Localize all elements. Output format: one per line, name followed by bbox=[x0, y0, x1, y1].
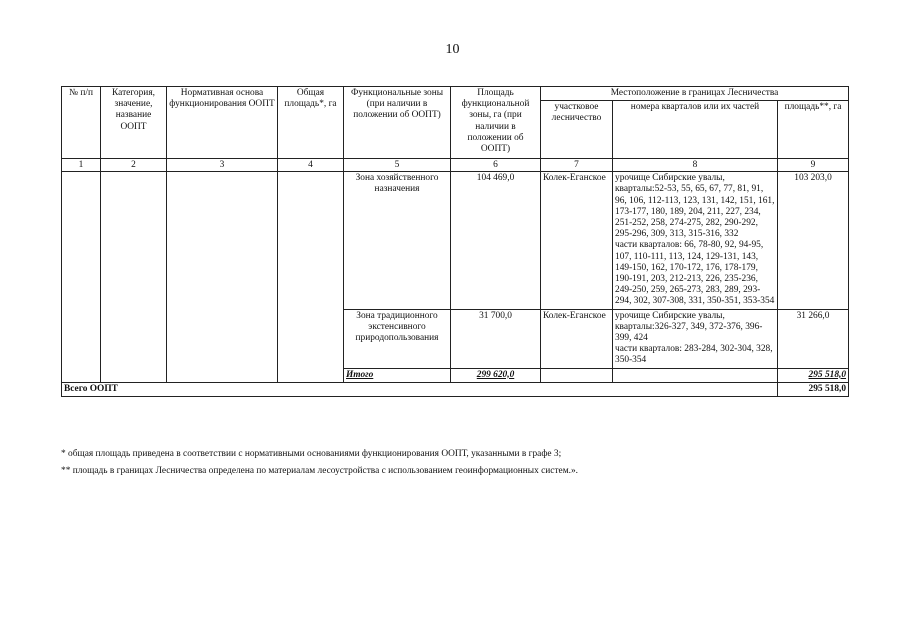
header-total-area: Общая площадь*, га bbox=[278, 87, 344, 159]
row-area: 31 266,0 bbox=[778, 309, 849, 368]
cell-num bbox=[62, 172, 101, 383]
col-num-2: 2 bbox=[101, 159, 167, 172]
header-forestry: участковое лесничество bbox=[541, 101, 613, 159]
quarter-parts-list: части кварталов: 283-284, 302-304, 328, 350-354 bbox=[615, 344, 773, 366]
col-num-7: 7 bbox=[541, 159, 613, 172]
col-num-9: 9 bbox=[778, 159, 849, 172]
total-area: 295 518,0 bbox=[778, 382, 849, 396]
quarters-list: урочище Сибирские увалы, кварталы:52-53, 55, 65, 67, 77, 81, 91, 96, 106, 112-113, 123, 131, 142, 151, 161, 173-177, 180, 189, 204, 211, 227, 234, 251-252, 258, 274-275, 282, 290-292, 295-296, 309, 313, 315-316, 332 bbox=[615, 173, 775, 240]
quarters-list: урочище Сибирские увалы, кварталы:326-327, 349, 372-376, 396-399, 424 bbox=[615, 310, 763, 344]
col-num-4: 4 bbox=[278, 159, 344, 172]
row-area: 103 203,0 bbox=[778, 172, 849, 309]
subtotal-empty-8 bbox=[613, 368, 778, 382]
zone-name: Зона хозяйственного назначения bbox=[344, 172, 451, 309]
forestry-name: Колек-Еганское bbox=[541, 309, 613, 368]
header-category: Категория, значение, название ООПТ bbox=[101, 87, 167, 159]
total-label: Всего ООПТ bbox=[62, 382, 778, 396]
quarters-cell bbox=[613, 309, 778, 368]
zone-area: 31 700,0 bbox=[451, 309, 541, 368]
footnote-1: * общая площадь приведена в соответствии с нормативными основаниями функционирования ООПТ, указанными в графе 3; bbox=[61, 449, 562, 459]
col-num-5: 5 bbox=[344, 159, 451, 172]
cell-category bbox=[101, 172, 167, 383]
header-zones: Функциональные зоны (при наличии в положении об ООПТ) bbox=[344, 87, 451, 159]
col-num-6: 6 bbox=[451, 159, 541, 172]
header-num: № п/п bbox=[62, 87, 101, 159]
subtotal-empty-7 bbox=[541, 368, 613, 382]
cell-legal-basis bbox=[167, 172, 278, 383]
page-number: 10 bbox=[445, 42, 460, 57]
header-area: площадь**, га bbox=[778, 101, 849, 159]
col-num-1: 1 bbox=[62, 159, 101, 172]
cell-total-area bbox=[278, 172, 344, 383]
total-row bbox=[62, 382, 849, 396]
header-location-group: Местоположение в границах Лесничества bbox=[541, 87, 849, 101]
subtotal-label: Итого bbox=[344, 368, 451, 382]
header-row-1 bbox=[62, 87, 849, 101]
table-row bbox=[62, 172, 849, 309]
quarters-cell bbox=[613, 172, 778, 309]
zone-name: Зона традиционного экстенсивного природопользования bbox=[344, 309, 451, 368]
header-legal-basis: Нормативная основа функционирования ООПТ bbox=[167, 87, 278, 159]
subtotal-zone-area: 299 620,0 bbox=[451, 368, 541, 382]
footnote-2: ** площадь в границах Лесничества определена по материалам лесоустройства с использованием геоинформационных систем.». bbox=[61, 466, 579, 476]
quarter-parts-list: части кварталов: 66, 78-80, 92, 94-95, 107, 110-111, 113, 124, 129-131, 143, 149-150, 162, 170-172, 176, 178-179, 190-191, 203, 212-213, 226, 235-236, 249-250, 259, 265-273, 283, 289, 293-294, 302, 307-308, 331, 350-351, 353-354 bbox=[615, 240, 775, 307]
header-quarters: номера кварталов или их частей bbox=[613, 101, 778, 159]
column-numbers-row bbox=[62, 159, 849, 172]
header-zone-area: Площадь функциональной зоны, га (при наличии в положении об ООПТ) bbox=[451, 87, 541, 159]
forestry-name: Колек-Еганское bbox=[541, 172, 613, 309]
oopt-table bbox=[61, 86, 849, 397]
col-num-8: 8 bbox=[613, 159, 778, 172]
zone-area: 104 469,0 bbox=[451, 172, 541, 309]
subtotal-area: 295 518,0 bbox=[778, 368, 849, 382]
col-num-3: 3 bbox=[167, 159, 278, 172]
